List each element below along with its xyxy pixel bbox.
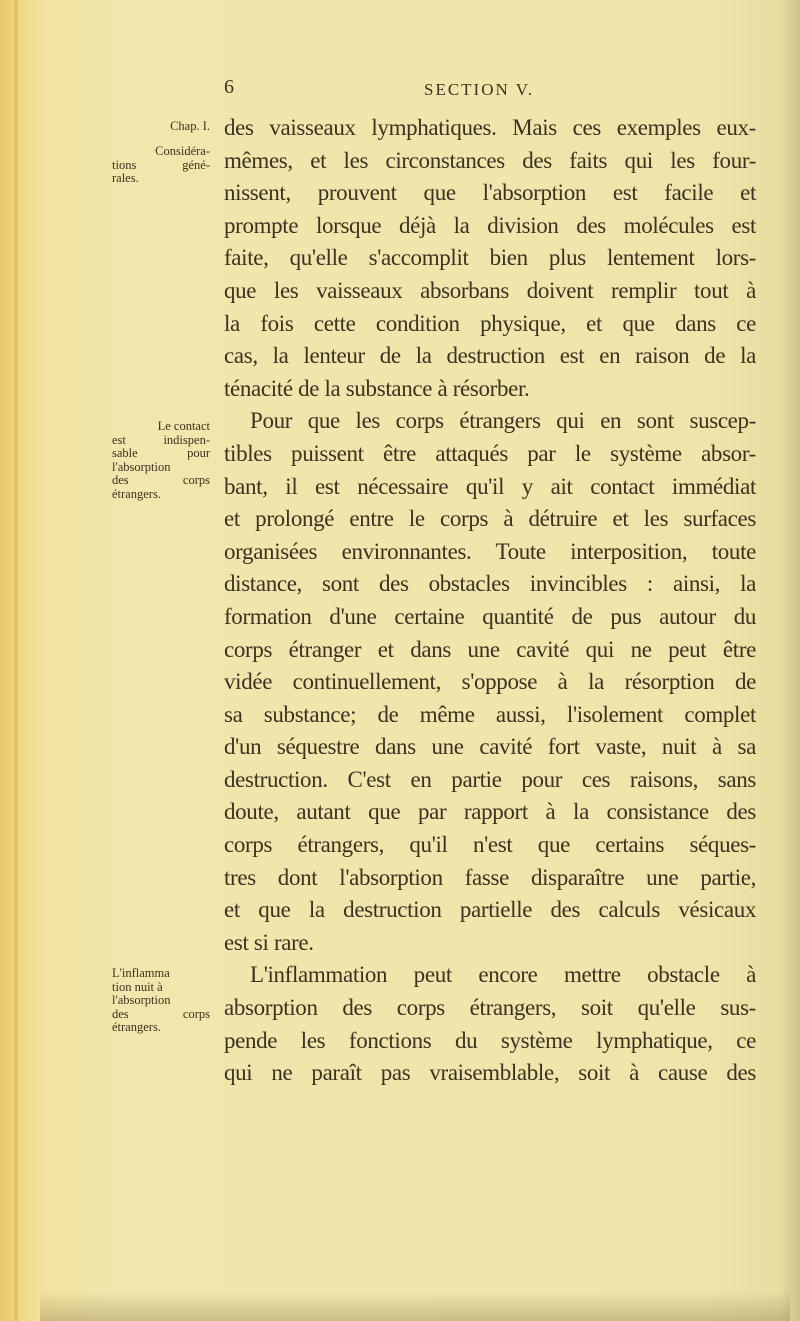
text-line: qui ne paraît pas vraisemblable, soit à cause des bbox=[224, 1060, 756, 1086]
text-line: Pour que les corps étrangers qui en sont suscep- bbox=[250, 408, 756, 434]
text-line: vidée continuellement, s'oppose à la résorption de bbox=[224, 669, 756, 695]
margin-note-chapter bbox=[112, 120, 210, 134]
text-line: sa substance; de même aussi, l'isolement complet bbox=[224, 701, 756, 727]
margin-note-line: Considéra- bbox=[155, 144, 210, 158]
text-line: tibles puissent être attaqués par le système absor- bbox=[224, 440, 756, 466]
margin-note-line: des corps bbox=[112, 473, 210, 487]
text-line: la fois cette condition physique, et que dans ce bbox=[224, 310, 756, 336]
margin-note-line: est indispen- bbox=[112, 432, 210, 447]
margin-note-line: étrangers. bbox=[112, 1020, 161, 1034]
page-shadow bbox=[40, 1291, 790, 1321]
text-line: distance, sont des obstacles invincibles : ainsi, la bbox=[224, 571, 756, 597]
margin-note-line: des corps bbox=[112, 1006, 210, 1021]
margin-note-line: tion nuit à bbox=[112, 979, 163, 994]
margin-note-line: l'absorption bbox=[112, 993, 171, 1007]
text-line: faite, qu'elle s'accomplit bien plus lentement lors- bbox=[224, 245, 756, 271]
margin-note-line: rales. bbox=[112, 171, 139, 185]
text-line: ténacité de la substance à résorber. bbox=[224, 375, 530, 401]
margin-note-contact bbox=[112, 420, 210, 501]
text-line: L'inflammation peut encore mettre obstacle à bbox=[250, 962, 756, 988]
margin-note-inflammation bbox=[112, 967, 210, 1035]
text-line: bant, il est nécessaire qu'il y ait contact immédiat bbox=[224, 473, 756, 499]
text-line: destruction. C'est en partie pour ces raisons, sans bbox=[224, 766, 756, 792]
text-line: corps étranger et dans une cavité qui ne peut être bbox=[224, 636, 756, 662]
text-line: doute, autant que par rapport à la consistance des bbox=[224, 799, 756, 825]
text-line: absorption des corps étrangers, soit qu'elle sus- bbox=[224, 995, 756, 1021]
text-line: et que la destruction partielle des calculs vésicaux bbox=[224, 897, 756, 923]
body-text bbox=[224, 112, 756, 1090]
text-line: corps étrangers, qu'il n'est que certains séques- bbox=[224, 832, 756, 858]
text-line: nissent, prouvent que l'absorption est facile et bbox=[224, 180, 756, 206]
text-line: cas, la lenteur de la destruction est en raison de la bbox=[224, 343, 756, 369]
text-line: organisées environnantes. Toute interposition, toute bbox=[224, 538, 756, 564]
text-line: pende les fonctions du système lymphatique, ce bbox=[224, 1027, 756, 1053]
page-number: 6 bbox=[224, 76, 234, 98]
section-title: SECTION V. bbox=[424, 80, 535, 99]
margin-note-line: sable pour bbox=[112, 446, 210, 460]
text-line: et prolongé entre le corps à détruire et les surfaces bbox=[224, 506, 756, 532]
margin-note-line: Chap. I. bbox=[170, 119, 210, 133]
text-line: prompte lorsque déjà la division des molécules est bbox=[224, 212, 756, 238]
running-header bbox=[224, 76, 756, 102]
margin-note-line: tions géné- bbox=[112, 157, 210, 172]
margin-note-line: l'absorption bbox=[112, 459, 171, 474]
margin-note-considerations bbox=[112, 145, 210, 186]
text-line: formation d'une certaine quantité de pus autour du bbox=[224, 603, 756, 629]
text-line: est si rare. bbox=[224, 929, 314, 955]
margin-note-line: étrangers. bbox=[112, 486, 161, 501]
text-line: tres dont l'absorption fasse disparaître une partie, bbox=[224, 864, 756, 890]
text-line: mêmes, et les circonstances des faits qui les four- bbox=[224, 147, 756, 173]
text-line: des vaisseaux lymphatiques. Mais ces exemples eux- bbox=[224, 115, 756, 140]
text-line: que les vaisseaux absorbans doivent remplir tout à bbox=[224, 277, 756, 303]
text-line: d'un séquestre dans une cavité fort vaste, nuit à sa bbox=[224, 734, 756, 760]
margin-note-line: L'inflamma bbox=[112, 966, 170, 980]
margin-note-line: Le contact bbox=[157, 419, 210, 433]
page-edge bbox=[14, 0, 18, 1321]
